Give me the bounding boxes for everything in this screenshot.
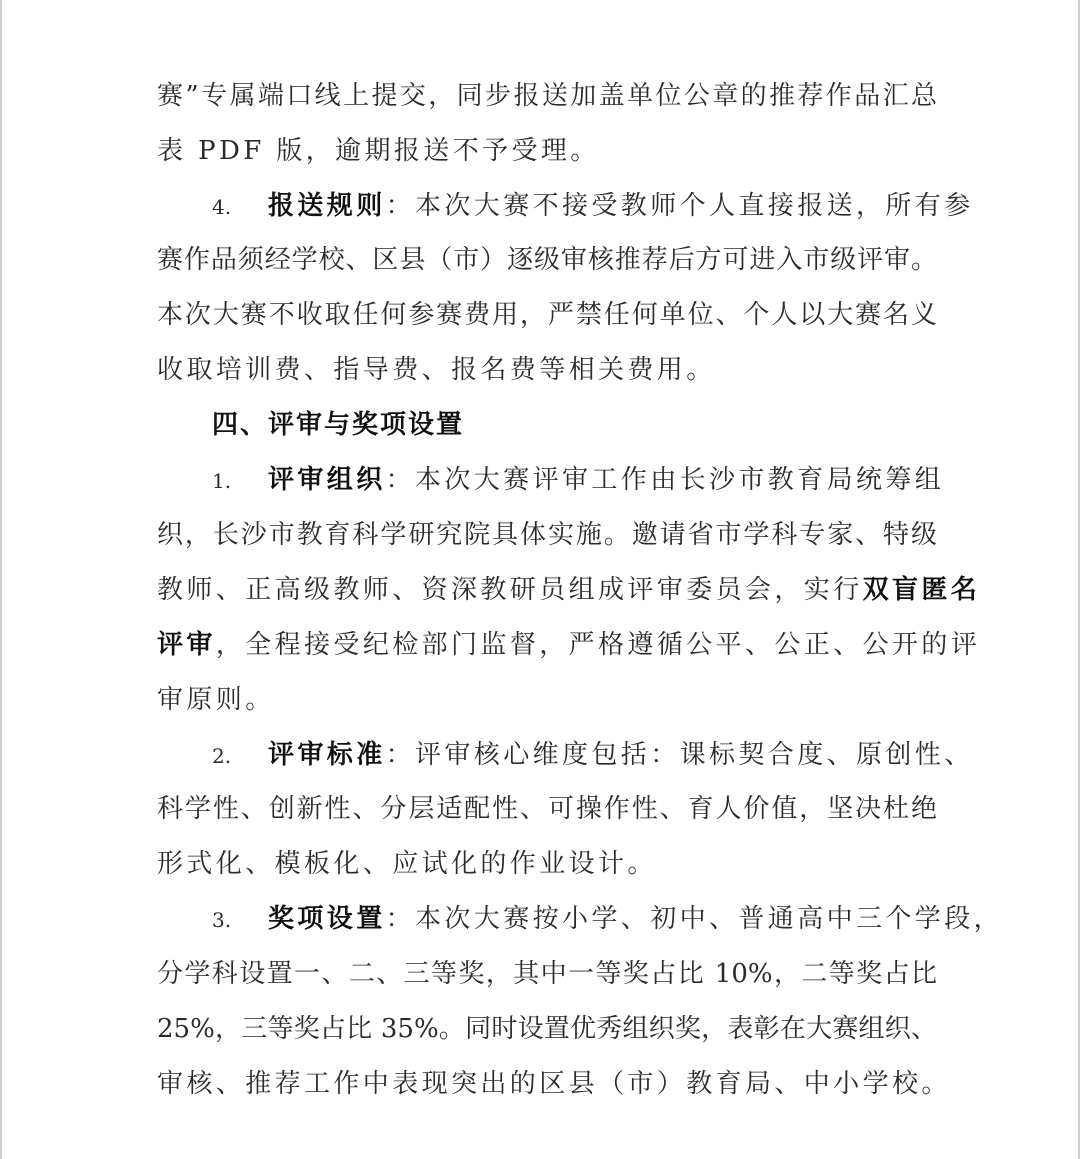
- text-line: [157, 76, 937, 116]
- line-text: 赛作品须经学校、区县（市）逐级审核推荐后方可进入市级评审。: [157, 245, 937, 275]
- line-text: ：评审核心维度包括：课标契合度、原创性、: [385, 740, 974, 770]
- bold-phrase: 评审: [157, 630, 216, 660]
- item-number: 1.: [212, 469, 232, 493]
- line-text: ：本次大赛不接受教师个人直接报送，所有参: [385, 191, 974, 221]
- text-line: [157, 1009, 937, 1049]
- text-line: [157, 131, 937, 171]
- item-number: 2.: [212, 744, 232, 768]
- text-line: [157, 570, 981, 610]
- text-line: [157, 954, 937, 994]
- bold-phrase: 双盲匿名: [862, 575, 981, 605]
- text-line: [157, 680, 937, 720]
- line-text: 科学性、创新性、分层适配性、可操作性、育人价值，坚决杜绝: [157, 794, 937, 824]
- heading-text: 四、评审与奖项设置: [212, 410, 465, 440]
- text-line: [157, 350, 937, 390]
- line-text: 本次大赛不收取任何参赛费用，严禁任何单位、个人以大赛名义: [157, 300, 937, 330]
- text-line: [157, 515, 937, 555]
- line-text: 25%，三等奖占比 35%。同时设置优秀组织奖，表彰在大赛组织、: [157, 1014, 937, 1044]
- item-label: 评审组织: [268, 465, 386, 495]
- line-text: ：本次大赛按小学、初中、普通高中三个学段，: [385, 904, 1004, 934]
- text-line: [157, 844, 937, 884]
- line-text: 收取培训费、指导费、报名费等相关费用。: [157, 355, 716, 385]
- line-text: ：本次大赛评审工作由长沙市教育局统筹组: [385, 465, 945, 495]
- list-item-4: [212, 186, 974, 226]
- text-line: [157, 240, 937, 280]
- list-item-2: [212, 735, 974, 775]
- text-line: [157, 789, 937, 829]
- line-text: 形式化、模板化、应试化的作业设计。: [157, 849, 657, 879]
- section-heading: [212, 405, 937, 445]
- line-text: 审核、推荐工作中表现突出的区县（市）教育局、中小学校。: [157, 1069, 951, 1099]
- item-label: 评审标准: [268, 740, 386, 770]
- line-text: 分学科设置一、二、三等奖，其中一等奖占比 10%，二等奖占比: [157, 959, 937, 989]
- item-number: 3.: [212, 908, 232, 932]
- page-border-left: [0, 0, 2, 1159]
- line-text: 审原则。: [157, 685, 275, 715]
- text-line: [157, 295, 937, 335]
- list-item-1: [212, 460, 945, 500]
- text-line: [157, 625, 981, 665]
- list-item-3: [212, 899, 1004, 939]
- item-label: 报送规则: [268, 191, 386, 221]
- item-number: 4.: [212, 195, 232, 219]
- item-label: 奖项设置: [268, 904, 386, 934]
- line-text: 赛”专属端口线上提交，同步报送加盖单位公章的推荐作品汇总: [157, 81, 937, 111]
- line-text: 教师、正高级教师、资深教研员组成评审委员会，实行: [157, 575, 863, 605]
- text-line: [157, 1064, 951, 1104]
- line-text: ，全程接受纪检部门监督，严格遵循公平、公正、公开的评: [215, 630, 981, 660]
- line-text: 表 PDF 版，逾期报送不予受理。: [157, 136, 600, 166]
- line-text: 织，长沙市教育科学研究院具体实施。邀请省市学科专家、特级: [157, 520, 937, 550]
